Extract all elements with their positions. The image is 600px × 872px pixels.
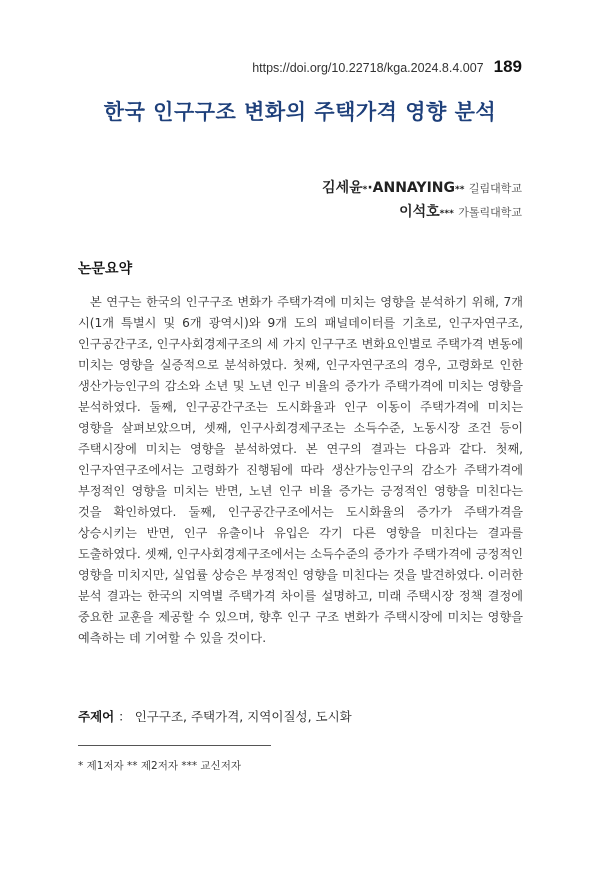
keywords-line xyxy=(78,707,352,725)
page-header xyxy=(252,57,522,77)
paper-title: 한국 인구구조 변화의 주택가격 영향 분석 xyxy=(103,99,497,124)
author-affiliation: 길림대학교 xyxy=(468,182,522,195)
author-mark: *** xyxy=(439,209,454,219)
author-name: ·ANNAYING xyxy=(367,180,455,196)
author-line-1 xyxy=(322,177,522,201)
author-affiliation: 가톨릭대학교 xyxy=(458,206,522,219)
author-line-2 xyxy=(322,201,522,225)
keywords-values: 인구구조, 주택가격, 지역이질성, 도시화 xyxy=(134,709,352,724)
author-name: 김세윤 xyxy=(322,180,363,196)
author-mark: * xyxy=(362,185,368,195)
abstract-heading: 논문요약 xyxy=(78,261,133,277)
doi-link[interactable]: https://doi.org/10.22718/kga.2024.8.4.007 xyxy=(252,61,484,75)
page-number: 189 xyxy=(493,57,522,76)
keywords-separator: ： xyxy=(118,709,131,724)
author-block xyxy=(322,177,522,225)
keywords-label: 주제어 xyxy=(78,709,115,724)
abstract-body: 본 연구는 한국의 인구구조 변화가 주택가격에 미치는 영향을 분석하기 위해, 7개 시(1개 특별시 및 6개 광역시)와 9개 도의 패널데이터를 기초로, 인구자연구조, 인구공간구조, 인구사회경제구조의 세 가지 인구구조 변화요인별로 주택가격 변동에 미치는 영향을 실증적으로 분석하였다. 첫째, 인구자연구조의 경우, 고령화로 인한 생산가능인구의 감소와 소년 및 노년 인구 비율의 증가가 주택가격에 미치는 영향을 분석하였다. 둘째, 인구공간구조는 도시화율과 인구 이동이 주택가격에 미치는 영향을 살펴보았으며, 셋째, 인구사회경제구조는 소득수준, 노동시장 조건 등이 주택시장에 미치는 영향을 분석하였다. 본 연구의 결과는 다음과 같다. 첫째, 인구자연구조에서는 고령화가 진행됨에 따라 생산가능인구의 감소가 주택가격에 부정적인 영향을 미치는 반면, 노년 인구 비율 증가는 긍정적인 영향을 미친다는 것을 확인하였다. 둘째, 인구공간구조에서는 도시화율의 증가가 주택가격을 상승시키는 반면, 인구 유출이나 유입은 각기 다른 영향을 미친다는 결과를 도출하였다. 셋째, 인구사회경제구조에서는 소득수준의 증가가 주택가격에 긍정적인 영향을 미치지만, 실업률 상승은 부정적인 영향을 미친다는 것을 발견하였다. 이러한 분석 결과는 한국의 지역별 주택가격 차이를 설명하고, 미래 주택시장 정책 결정에 중요한 교훈을 제공할 수 있으며, 향후 인구 구조 변화가 주택시장에 미치는 영향을 예측하는 데 기여할 수 있을 것이다. xyxy=(78,295,523,645)
author-mark: ** xyxy=(454,185,465,195)
author-role-footnote: * 제1저자 ** 제2저자 *** 교신저자 xyxy=(78,760,241,772)
author-name: 이석호 xyxy=(399,204,440,220)
footnote-divider xyxy=(78,745,271,746)
